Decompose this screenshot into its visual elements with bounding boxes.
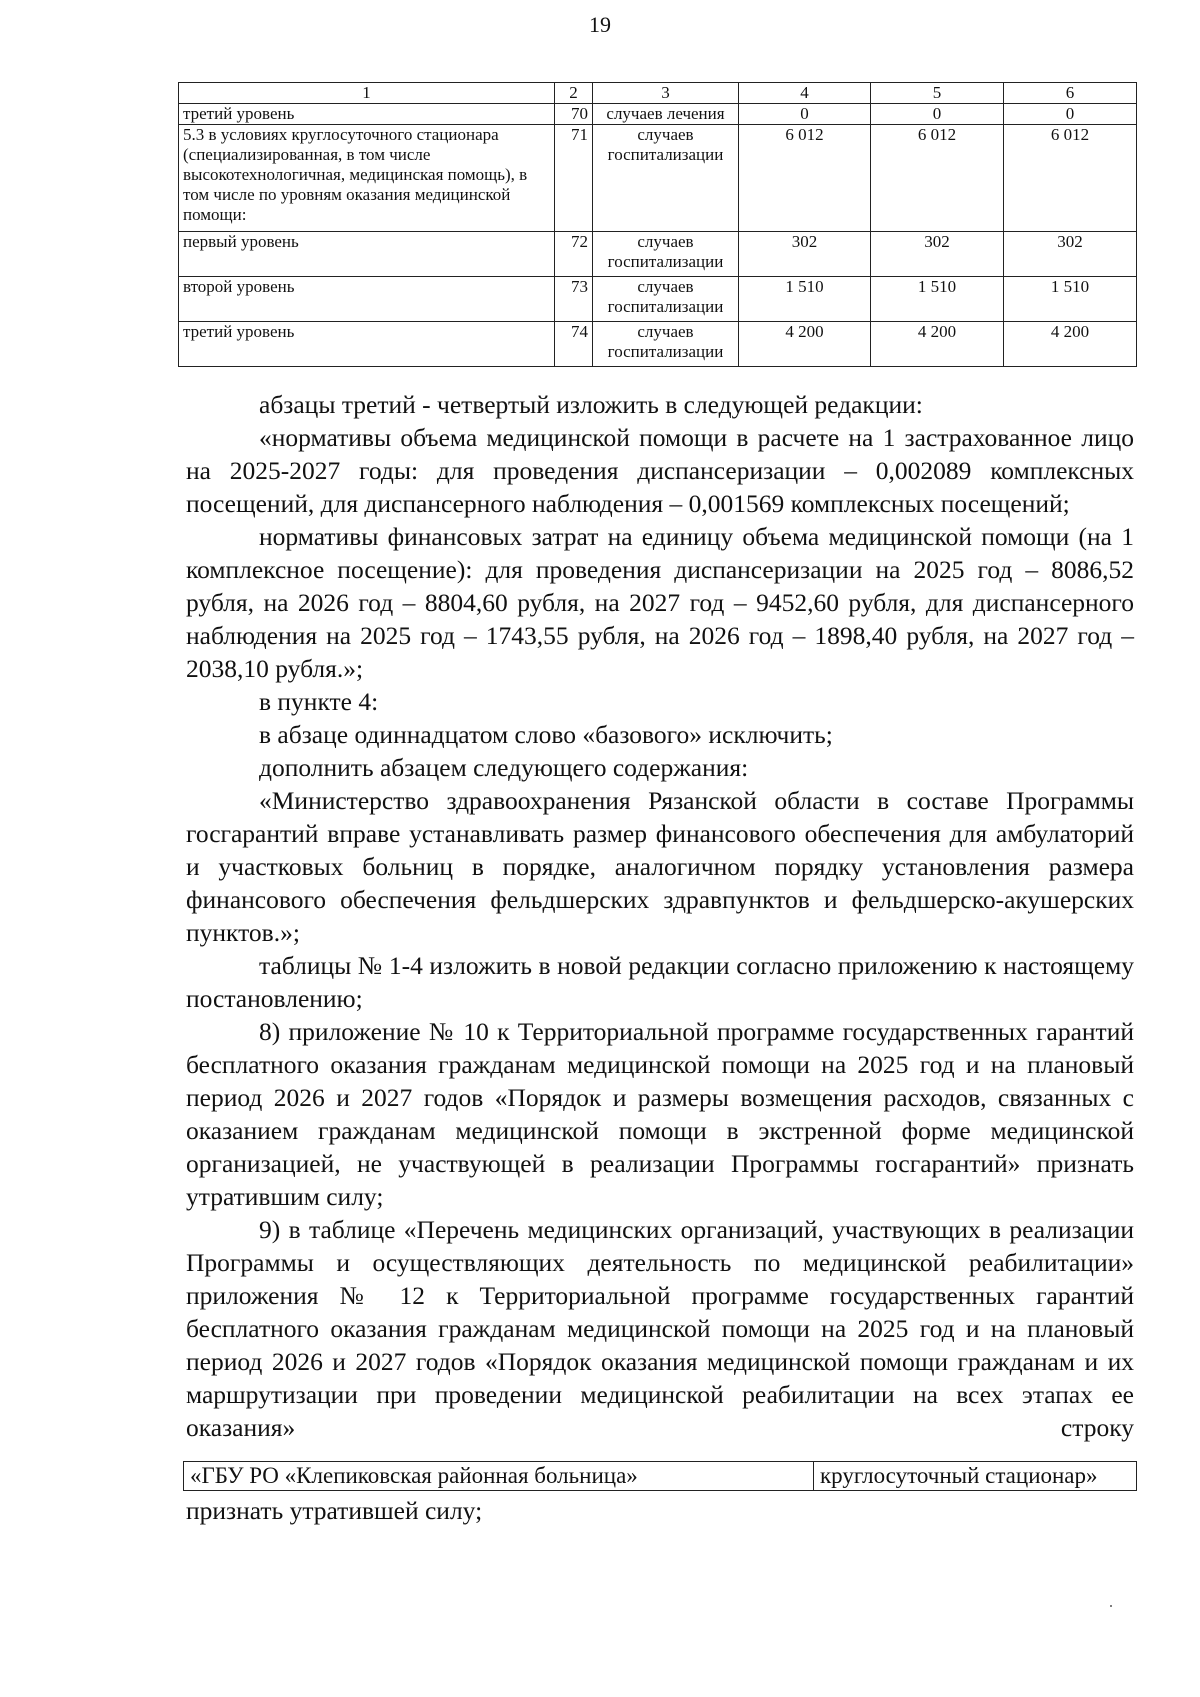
row-value: 1 510 [1004, 277, 1137, 322]
scan-speck [1110, 1605, 1112, 1607]
row-value: 0 [1004, 104, 1137, 125]
row-unit: случаев госпитализации [593, 232, 739, 277]
table-row [179, 104, 1137, 125]
row-number: 71 [555, 125, 593, 232]
row-number: 70 [555, 104, 593, 125]
table-header-cell: 3 [593, 83, 739, 104]
paragraph: в абзаце одиннадцатом слово «базового» исключить; [259, 720, 833, 749]
row-number: 73 [555, 277, 593, 322]
row-value: 0 [739, 104, 871, 125]
closing-text: признать утратившей силу; [186, 1496, 483, 1525]
paragraph: таблицы № 1-4 изложить в новой редакции согласно приложению к настоящему постановлению; [186, 951, 1134, 1013]
paragraph: абзацы третий - четвертый изложить в следующей редакции: [259, 390, 923, 419]
row-value: 0 [871, 104, 1004, 125]
organization-name: «ГБУ РО «Клепиковская районная больница» [184, 1462, 814, 1491]
row-name: третий уровень [179, 322, 555, 367]
row-value: 302 [871, 232, 1004, 277]
row-value: 1 510 [739, 277, 871, 322]
paragraph: нормативы финансовых затрат на единицу объема медицинской помощи (на 1 комплексное посещение): для проведения диспансеризации на 2025 год – 8086,52 рубля, на 2026 год – 8804,60 рубля, на 2027 год – 9452,60 рубля, для диспансерного наблюдения на 2025 год – 1743,55 рубля, на 2026 год – 1898,40 рубля, на 2027 год – 2038,10 рубля.»; [186, 522, 1134, 683]
row-name: 5.3 в условиях круглосуточного стационара (специализированная, в том числе высокотехнологичная, медицинская помощь), в том числе по уровням оказания медицинской помощи: [179, 125, 555, 232]
table-row [179, 322, 1137, 367]
row-name: первый уровень [179, 232, 555, 277]
table-row [179, 232, 1137, 277]
row-value: 4 200 [871, 322, 1004, 367]
organization-care-type: круглосуточный стационар» [814, 1462, 1137, 1491]
volume-table [178, 82, 1137, 367]
row-value: 6 012 [871, 125, 1004, 232]
row-value: 1 510 [871, 277, 1004, 322]
paragraph: 9) в таблице «Перечень медицинских организаций, участвующих в реализации Программы и осуществляющих деятельность по медицинской реабилитации» приложения № 12 к Территориальной программе государственных гарантий бесплатного оказания гражданам медицинской помощи на 2025 год и на плановый период 2026 и 2027 годов «Порядок оказания медицинской помощи гражданам и их маршрутизации при проведении медицинской реабилитации на всех этапах ее оказания» строку [186, 1215, 1134, 1442]
row-name: второй уровень [179, 277, 555, 322]
row-value: 4 200 [1004, 322, 1137, 367]
body-text [186, 388, 1134, 1444]
paragraph: «нормативы объема медицинской помощи в расчете на 1 застрахованное лицо на 2025-2027 годы: для проведения диспансеризации – 0,002089 комплексных посещений, для диспансерного наблюдения – 0,001569 комплексных посещений; [186, 423, 1134, 518]
row-value: 4 200 [739, 322, 871, 367]
table-row [179, 125, 1137, 232]
table-header-cell: 4 [739, 83, 871, 104]
organization-row-table [183, 1461, 1137, 1491]
row-number: 72 [555, 232, 593, 277]
page-number: 19 [589, 12, 611, 37]
table-header-row [179, 83, 1137, 104]
row-unit: случаев госпитализации [593, 322, 739, 367]
paragraph: дополнить абзацем следующего содержания: [259, 753, 749, 782]
table-header-cell: 2 [555, 83, 593, 104]
row-number: 74 [555, 322, 593, 367]
table-header-cell: 1 [179, 83, 555, 104]
row-value: 6 012 [1004, 125, 1137, 232]
table-row [179, 277, 1137, 322]
paragraph: «Министерство здравоохранения Рязанской области в составе Программы госгарантий вправе устанавливать размер финансового обеспечения для амбулаторий и участковых больниц в порядке, аналогичном порядку установления размера финансового обеспечения фельдшерских здравпунктов и фельдшерско-акушерских пунктов.»; [186, 786, 1134, 947]
row-unit: случаев госпитализации [593, 125, 739, 232]
row-value: 302 [1004, 232, 1137, 277]
table-row [184, 1462, 1137, 1491]
table-header-cell: 5 [871, 83, 1004, 104]
row-unit: случаев госпитализации [593, 277, 739, 322]
table-header-cell: 6 [1004, 83, 1137, 104]
row-value: 302 [739, 232, 871, 277]
paragraph: 8) приложение № 10 к Территориальной программе государственных гарантий бесплатного оказания гражданам медицинской помощи на 2025 год и на плановый период 2026 и 2027 годов «Порядок и размеры возмещения расходов, связанных с оказанием гражданам медицинской помощи в экстренной форме медицинской организацией, не участвующей в реализации Программы госгарантий» признать утратившим силу; [186, 1017, 1134, 1211]
row-value: 6 012 [739, 125, 871, 232]
paragraph: в пункте 4: [259, 687, 379, 716]
row-unit: случаев лечения [593, 104, 739, 125]
row-name: третий уровень [179, 104, 555, 125]
